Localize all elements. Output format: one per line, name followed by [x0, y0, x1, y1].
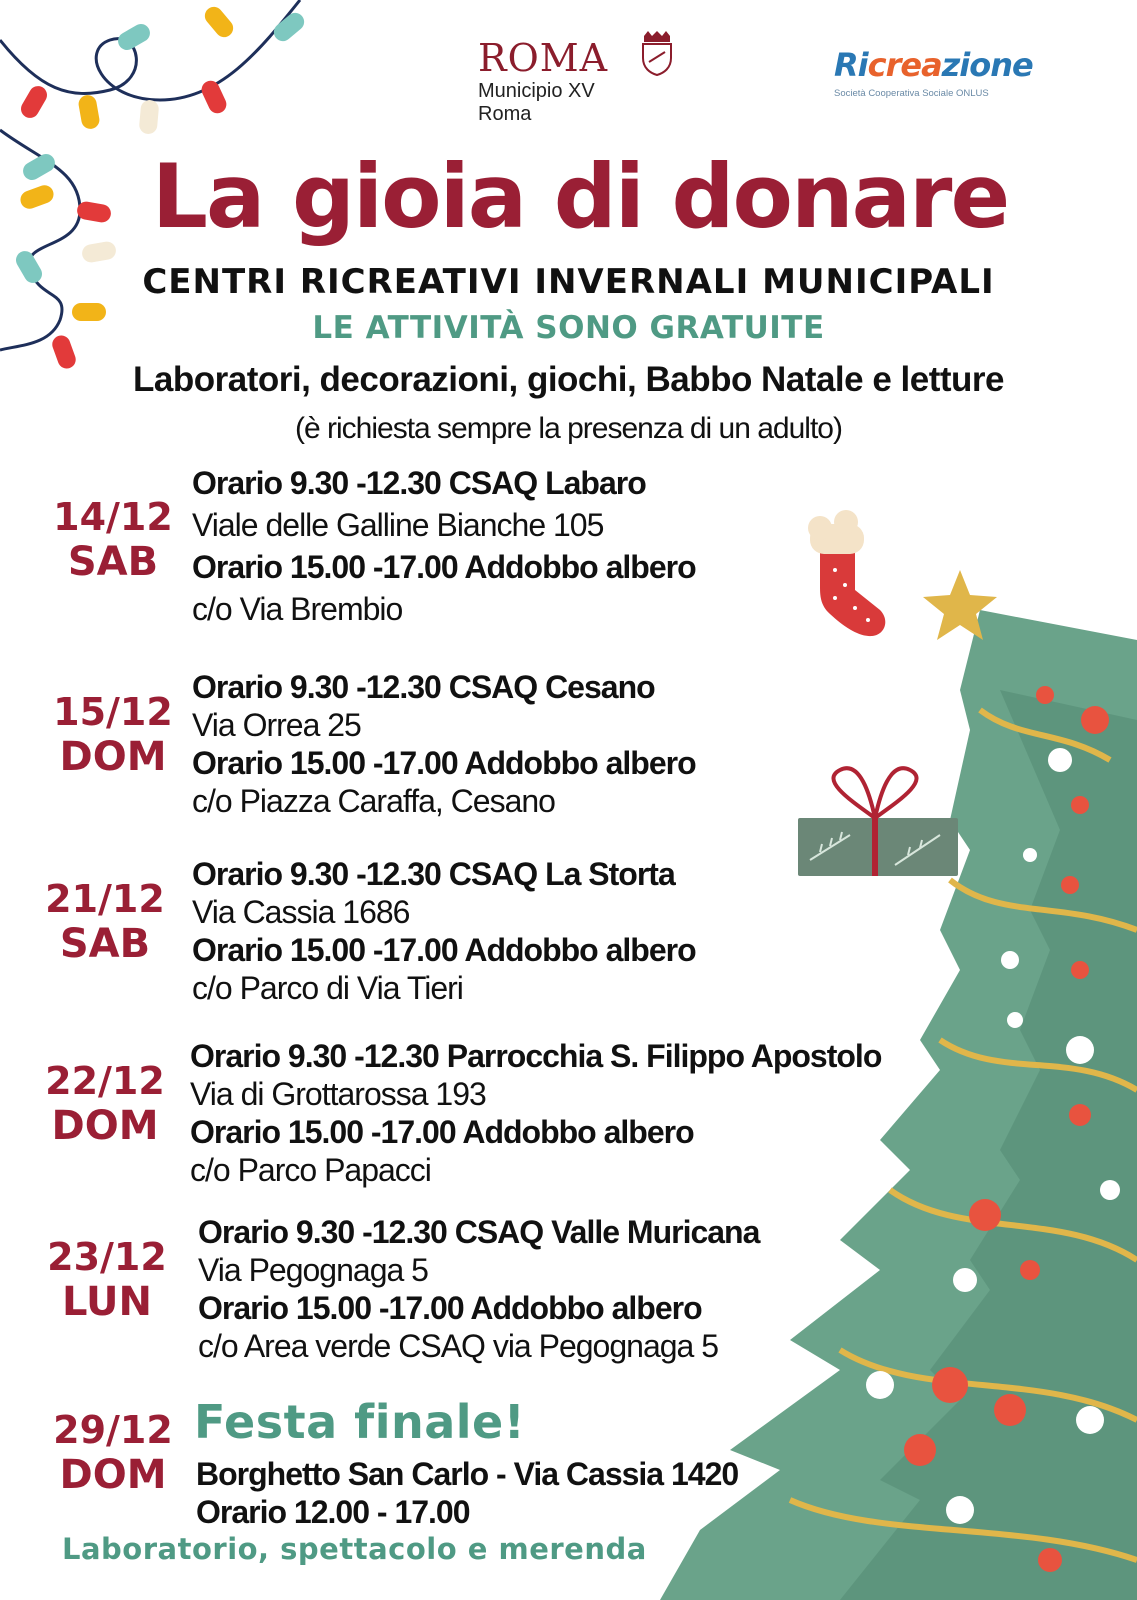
event-details — [192, 668, 696, 820]
afternoon-schedule: Orario 15.00 -17.00 Addobbo albero — [190, 1114, 694, 1150]
event-date: 15/12 DOM — [53, 690, 173, 780]
finale-details — [196, 1455, 738, 1531]
roma-wordmark: ROMA — [478, 36, 609, 80]
morning-address: Via di Grottarossa 193 — [190, 1076, 486, 1112]
roma-label: Roma — [478, 103, 532, 125]
morning-address: Via Pegognaga 5 — [198, 1252, 428, 1288]
ricreazione-subtitle: Società Cooperativa Sociale ONLUS — [834, 88, 989, 99]
roma-crest-icon — [640, 30, 674, 76]
afternoon-address: c/o Piazza Caraffa, Cesano — [192, 783, 555, 819]
morning-address: Via Orrea 25 — [192, 707, 361, 743]
event-22-12 — [0, 1037, 1137, 1207]
adult-note: (è richiesta sempre la presenza di un adulto) — [295, 412, 842, 445]
event-23-12 — [0, 1213, 1137, 1383]
poster-subtitle: CENTRI RICREATIVI INVERNALI MUNICIPALI — [142, 262, 995, 302]
poster-title: La gioia di donare — [151, 145, 1009, 248]
event-14-12 — [0, 460, 1137, 630]
afternoon-schedule: Orario 15.00 -17.00 Addobbo albero — [198, 1290, 702, 1326]
municipio-label: Municipio XV — [478, 80, 595, 102]
free-activities-note: LE ATTIVITÀ SONO GRATUITE — [312, 310, 825, 346]
event-15-12 — [0, 668, 1137, 838]
morning-address: Via Cassia 1686 — [192, 894, 410, 930]
afternoon-address: c/o Via Brembio — [192, 591, 403, 627]
event-details — [190, 1037, 881, 1189]
finale-place: Borghetto San Carlo - Via Cassia 1420 — [196, 1456, 739, 1492]
afternoon-schedule: Orario 15.00 -17.00 Addobbo albero — [192, 932, 696, 968]
event-details — [192, 464, 696, 628]
morning-schedule: Orario 9.30 -12.30 Parrocchia S. Filippo Apostolo — [190, 1038, 882, 1074]
morning-address: Viale delle Galline Bianche 105 — [192, 507, 604, 543]
event-details — [192, 855, 696, 1007]
activities-list: Laboratori, decorazioni, giochi, Babbo Natale e letture — [133, 360, 1004, 399]
event-details — [198, 1213, 759, 1365]
afternoon-address: c/o Parco di Via Tieri — [192, 970, 463, 1006]
morning-schedule: Orario 9.30 -12.30 CSAQ La Storta — [192, 856, 675, 892]
event-date: 22/12 DOM — [45, 1059, 165, 1149]
event-21-12 — [0, 855, 1137, 1025]
finale-title: Festa finale! — [194, 1395, 526, 1449]
afternoon-address: c/o Area verde CSAQ via Pegognaga 5 — [198, 1328, 719, 1364]
morning-schedule: Orario 9.30 -12.30 CSAQ Cesano — [192, 669, 655, 705]
finale-date: 29/12 DOM — [53, 1408, 173, 1498]
event-date: 23/12 LUN — [47, 1235, 167, 1325]
ricreazione-logo — [834, 46, 1033, 99]
finale-time: Orario 12.00 - 17.00 — [196, 1494, 470, 1530]
afternoon-schedule: Orario 15.00 -17.00 Addobbo albero — [192, 549, 696, 585]
morning-schedule: Orario 9.30 -12.30 CSAQ Valle Muricana — [198, 1214, 760, 1250]
finale-activities-note: Laboratorio, spettacolo e merenda — [62, 1532, 647, 1566]
morning-schedule: Orario 9.30 -12.30 CSAQ Labaro — [192, 465, 646, 501]
event-date: 21/12 SAB — [45, 877, 165, 967]
event-date: 14/12 SAB — [53, 495, 173, 585]
afternoon-schedule: Orario 15.00 -17.00 Addobbo albero — [192, 745, 696, 781]
afternoon-address: c/o Parco Papacci — [190, 1152, 431, 1188]
ricreazione-wordmark: Ricreazione — [834, 46, 1033, 84]
header-logos — [0, 30, 1137, 140]
roma-municipio-logo — [478, 36, 608, 126]
